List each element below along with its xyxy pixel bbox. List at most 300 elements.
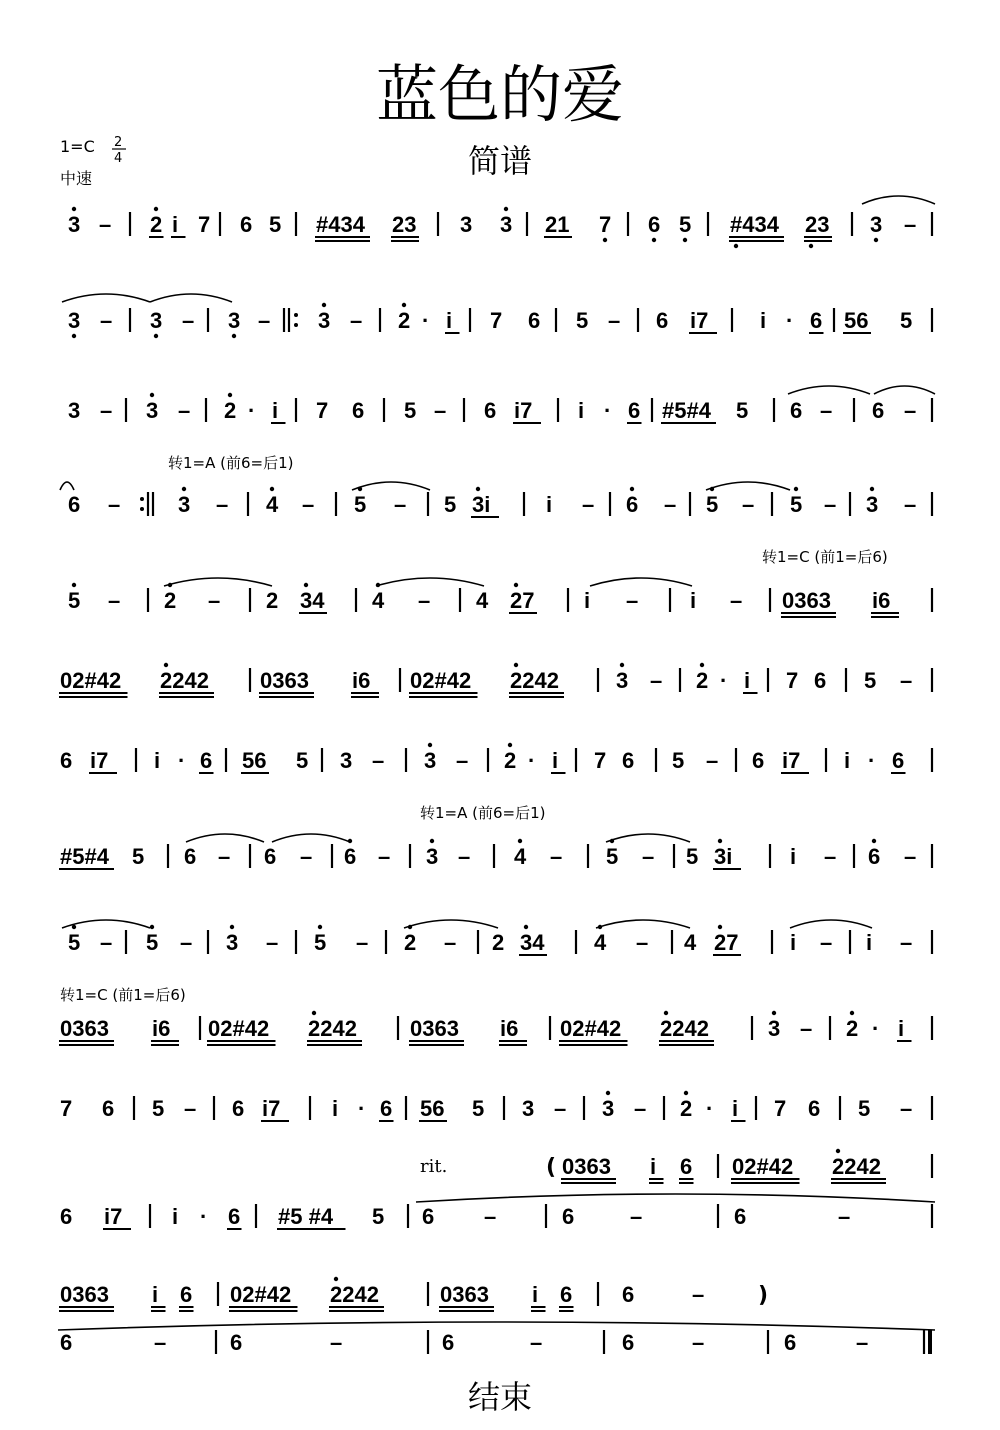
note: 6 bbox=[562, 1204, 575, 1229]
note: – bbox=[824, 492, 837, 517]
note: 5 bbox=[686, 844, 699, 869]
note: 5 bbox=[444, 492, 457, 517]
octave-dot-above bbox=[518, 839, 522, 843]
note: 34 bbox=[520, 930, 545, 955]
note: 2242 bbox=[832, 1154, 881, 1179]
octave-dot-above bbox=[318, 925, 322, 929]
note: 6 bbox=[200, 748, 213, 773]
note: 0363 bbox=[410, 1016, 459, 1041]
note: – bbox=[216, 492, 229, 517]
note: 7 bbox=[774, 1096, 787, 1121]
note: i6 bbox=[152, 1016, 171, 1041]
note: 6 bbox=[528, 308, 541, 333]
note: 3 bbox=[68, 212, 81, 237]
octave-dot-below bbox=[72, 334, 76, 338]
note: – bbox=[418, 588, 431, 613]
score-row-8 bbox=[59, 834, 932, 869]
note: – bbox=[550, 844, 563, 869]
octave-dot-above bbox=[402, 303, 406, 307]
octave-dot-below bbox=[874, 238, 878, 242]
page-subtitle: 简谱 bbox=[467, 142, 533, 180]
note: 6 bbox=[656, 308, 669, 333]
note: 27 bbox=[714, 930, 739, 955]
note: 3 bbox=[500, 212, 513, 237]
note: 3 bbox=[426, 844, 439, 869]
note: 6 bbox=[622, 1282, 635, 1307]
note: 6 bbox=[648, 212, 661, 237]
note: – bbox=[824, 844, 837, 869]
note: 56 bbox=[242, 748, 267, 773]
note: 6 bbox=[422, 1204, 435, 1229]
note: 3 bbox=[68, 398, 81, 423]
note: 02#42 bbox=[208, 1016, 270, 1041]
octave-dot-above bbox=[504, 207, 508, 211]
note: i bbox=[844, 748, 851, 773]
note: i bbox=[690, 588, 697, 613]
note: i bbox=[744, 668, 751, 693]
note: 5 bbox=[296, 748, 309, 773]
note: 02#42 bbox=[560, 1016, 622, 1041]
note: – bbox=[100, 308, 113, 333]
note: 6 bbox=[872, 398, 885, 423]
note: 6 bbox=[560, 1282, 573, 1307]
repeat-dot bbox=[140, 507, 144, 511]
octave-dot-above bbox=[514, 663, 518, 667]
note: i bbox=[760, 308, 767, 333]
note: 3i bbox=[472, 492, 491, 517]
paren-open: ( bbox=[546, 1155, 557, 1180]
note: 2 bbox=[404, 930, 417, 955]
note: i bbox=[790, 844, 797, 869]
note: #434 bbox=[730, 212, 779, 237]
note: · bbox=[868, 748, 876, 773]
note: 56 bbox=[420, 1096, 445, 1121]
note: – bbox=[434, 398, 447, 423]
note: 7 bbox=[594, 748, 607, 773]
note: i7 bbox=[90, 748, 109, 773]
note: 6 bbox=[734, 1204, 747, 1229]
score-row-15 bbox=[58, 1322, 935, 1355]
note: – bbox=[300, 844, 313, 869]
note: – bbox=[530, 1330, 543, 1355]
note: 4 bbox=[684, 930, 697, 955]
end-label: 结束 bbox=[467, 1378, 533, 1416]
note: 4 bbox=[514, 844, 527, 869]
note: – bbox=[218, 844, 231, 869]
note: – bbox=[178, 398, 191, 423]
score-row-2 bbox=[62, 294, 932, 338]
note: 6 bbox=[622, 1330, 635, 1355]
octave-dot-above bbox=[508, 743, 512, 747]
note: – bbox=[180, 930, 193, 955]
note: – bbox=[820, 930, 833, 955]
tie-slur bbox=[58, 1322, 935, 1330]
tie-slur bbox=[60, 482, 74, 490]
tie-slur bbox=[788, 386, 870, 394]
tie-slur bbox=[150, 294, 232, 302]
octave-dot-above bbox=[772, 1011, 776, 1015]
note: i7 bbox=[690, 308, 709, 333]
note: 4 bbox=[476, 588, 489, 613]
octave-dot-above bbox=[312, 1011, 316, 1015]
note: #5#4 bbox=[60, 844, 109, 869]
note: 3 bbox=[870, 212, 883, 237]
note: 34 bbox=[300, 588, 325, 613]
octave-dot-below bbox=[603, 238, 607, 242]
note: 3 bbox=[340, 748, 353, 773]
octave-dot-above bbox=[164, 663, 168, 667]
note: · bbox=[248, 398, 256, 423]
note: i bbox=[732, 1096, 739, 1121]
repeat-dot bbox=[294, 323, 298, 327]
score-row-14 bbox=[59, 1277, 704, 1311]
note: – bbox=[208, 588, 221, 613]
octave-dot-above bbox=[322, 303, 326, 307]
note: – bbox=[642, 844, 655, 869]
note: i bbox=[154, 748, 161, 773]
note: 3 bbox=[178, 492, 191, 517]
octave-dot-above bbox=[836, 1149, 840, 1153]
note: – bbox=[630, 1204, 643, 1229]
note: 0363 bbox=[440, 1282, 489, 1307]
note: – bbox=[800, 1016, 813, 1041]
time-signature-bottom: 4 bbox=[114, 151, 123, 166]
tie-slur bbox=[186, 834, 264, 842]
note: 5 bbox=[706, 492, 719, 517]
note: 3 bbox=[226, 930, 239, 955]
repeat-dot bbox=[140, 497, 144, 501]
note: 3 bbox=[318, 308, 331, 333]
score-row-3 bbox=[68, 386, 935, 423]
note: 2 bbox=[696, 668, 709, 693]
note: – bbox=[904, 212, 917, 237]
note: 3 bbox=[866, 492, 879, 517]
note: – bbox=[100, 398, 113, 423]
note: 3 bbox=[68, 308, 81, 333]
note: 6 bbox=[352, 398, 365, 423]
note: #434 bbox=[316, 212, 365, 237]
octave-dot-above bbox=[154, 207, 158, 211]
note: – bbox=[742, 492, 755, 517]
note: i bbox=[790, 930, 797, 955]
note: · bbox=[178, 748, 186, 773]
note: 7 bbox=[786, 668, 799, 693]
note: – bbox=[108, 492, 121, 517]
note: 3 bbox=[228, 308, 241, 333]
note: 0363 bbox=[60, 1282, 109, 1307]
note: 5 bbox=[679, 212, 692, 237]
note: 7 bbox=[490, 308, 503, 333]
note: – bbox=[394, 492, 407, 517]
note: 6 bbox=[892, 748, 905, 773]
note: 5 bbox=[404, 398, 417, 423]
score-row-10 bbox=[59, 1011, 932, 1045]
note: i bbox=[898, 1016, 905, 1041]
note: 6 bbox=[380, 1096, 393, 1121]
note: 3 bbox=[150, 308, 163, 333]
repeat-dot bbox=[294, 313, 298, 317]
note: – bbox=[184, 1096, 197, 1121]
note: 5 bbox=[132, 844, 145, 869]
note: – bbox=[636, 930, 649, 955]
note: 56 bbox=[844, 308, 869, 333]
octave-dot-above bbox=[476, 487, 480, 491]
score-row-6 bbox=[59, 663, 932, 697]
octave-dot-above bbox=[872, 839, 876, 843]
octave-dot-above bbox=[850, 1011, 854, 1015]
note: 2242 bbox=[510, 668, 559, 693]
note: 2 bbox=[164, 588, 177, 613]
note: 2242 bbox=[160, 668, 209, 693]
octave-dot-above bbox=[684, 1091, 688, 1095]
note: 6 bbox=[264, 844, 277, 869]
note: 6 bbox=[68, 492, 81, 517]
note: 0363 bbox=[260, 668, 309, 693]
modulation-1: 转1=A (前6=后1) bbox=[168, 454, 294, 472]
tie-slur bbox=[862, 196, 935, 204]
note: 6 bbox=[808, 1096, 821, 1121]
note: 2 bbox=[150, 212, 163, 237]
note: 3 bbox=[460, 212, 473, 237]
note: 6 bbox=[628, 398, 641, 423]
note: – bbox=[108, 588, 121, 613]
octave-dot-below bbox=[154, 334, 158, 338]
octave-dot-above bbox=[230, 925, 234, 929]
note: 5 bbox=[864, 668, 877, 693]
note: · bbox=[528, 748, 536, 773]
note: 5 bbox=[858, 1096, 871, 1121]
note: 2 bbox=[266, 588, 279, 613]
note: 21 bbox=[545, 212, 570, 237]
note: 4 bbox=[266, 492, 279, 517]
octave-dot-above bbox=[718, 839, 722, 843]
note: – bbox=[904, 844, 917, 869]
tie-slur bbox=[606, 834, 690, 842]
note: – bbox=[626, 588, 639, 613]
note: 0363 bbox=[562, 1154, 611, 1179]
note: · bbox=[872, 1016, 880, 1041]
note: – bbox=[444, 930, 457, 955]
note: 2 bbox=[680, 1096, 693, 1121]
note: i bbox=[172, 1204, 179, 1229]
note: i bbox=[546, 492, 553, 517]
note: 5 bbox=[269, 212, 282, 237]
note: 2242 bbox=[660, 1016, 709, 1041]
note: – bbox=[820, 398, 833, 423]
note: i bbox=[272, 398, 279, 423]
tie-slur bbox=[596, 920, 690, 928]
note: 6 bbox=[344, 844, 357, 869]
tie-slur bbox=[416, 1194, 935, 1202]
note: #5 #4 bbox=[278, 1204, 334, 1229]
note: – bbox=[154, 1330, 167, 1355]
octave-dot-above bbox=[304, 583, 308, 587]
note: 5 bbox=[606, 844, 619, 869]
note: – bbox=[904, 492, 917, 517]
note: – bbox=[378, 844, 391, 869]
note: – bbox=[458, 844, 471, 869]
tie-slur bbox=[62, 294, 150, 302]
note: 3 bbox=[616, 668, 629, 693]
note: – bbox=[258, 308, 271, 333]
note: 3i bbox=[714, 844, 733, 869]
note: · bbox=[720, 668, 728, 693]
note: – bbox=[692, 1330, 705, 1355]
note: 6 bbox=[790, 398, 803, 423]
octave-dot-below bbox=[652, 238, 656, 242]
note: i bbox=[446, 308, 453, 333]
octave-dot-above bbox=[150, 393, 154, 397]
note: 6 bbox=[180, 1282, 193, 1307]
note: · bbox=[786, 308, 794, 333]
octave-dot-above bbox=[72, 583, 76, 587]
note: – bbox=[856, 1330, 869, 1355]
tie-slur bbox=[272, 834, 350, 842]
note: – bbox=[900, 668, 913, 693]
note: 2 bbox=[504, 748, 517, 773]
note: 23 bbox=[392, 212, 417, 237]
note: 6 bbox=[228, 1204, 241, 1229]
note: 6 bbox=[102, 1096, 115, 1121]
modulation-3: 转1=A (前6=后1) bbox=[420, 804, 546, 822]
note: – bbox=[350, 308, 363, 333]
note: 7 bbox=[316, 398, 329, 423]
note: #5#4 bbox=[662, 398, 711, 423]
score-row-7 bbox=[60, 743, 932, 773]
note: i7 bbox=[514, 398, 533, 423]
octave-dot-above bbox=[794, 487, 798, 491]
tie-slur bbox=[790, 920, 872, 928]
note: i bbox=[172, 212, 179, 237]
note: – bbox=[456, 748, 469, 773]
note: i6 bbox=[500, 1016, 519, 1041]
note: 6 bbox=[810, 308, 823, 333]
note: · bbox=[358, 1096, 366, 1121]
note: 6 bbox=[814, 668, 827, 693]
note: 6 bbox=[868, 844, 881, 869]
octave-dot-above bbox=[524, 925, 528, 929]
note: i7 bbox=[262, 1096, 281, 1121]
note: 6 bbox=[60, 1204, 73, 1229]
note: 5 bbox=[146, 930, 159, 955]
note: – bbox=[554, 1096, 567, 1121]
modulation-2: 转1=C (前1=后6) bbox=[762, 548, 888, 566]
note: – bbox=[664, 492, 677, 517]
note: 02#42 bbox=[732, 1154, 794, 1179]
note: 02#42 bbox=[410, 668, 472, 693]
octave-dot-above bbox=[630, 487, 634, 491]
note: – bbox=[302, 492, 315, 517]
note: 6 bbox=[232, 1096, 245, 1121]
note: i bbox=[866, 930, 873, 955]
time-signature-top: 2 bbox=[114, 135, 123, 150]
note: 3 bbox=[146, 398, 159, 423]
note: 7 bbox=[60, 1096, 73, 1121]
note: – bbox=[330, 1330, 343, 1355]
note: i bbox=[152, 1282, 159, 1307]
score-row-5 bbox=[68, 578, 932, 617]
note: – bbox=[608, 308, 621, 333]
note: 02#42 bbox=[230, 1282, 292, 1307]
note: 5 bbox=[152, 1096, 165, 1121]
note: – bbox=[904, 398, 917, 423]
note: 5 bbox=[372, 1204, 385, 1229]
octave-dot-above bbox=[182, 487, 186, 491]
note: – bbox=[650, 668, 663, 693]
octave-dot-above bbox=[228, 393, 232, 397]
score-row-1 bbox=[68, 196, 935, 248]
score-row-12 bbox=[561, 1149, 932, 1183]
octave-dot-above bbox=[718, 925, 722, 929]
score-row-11 bbox=[60, 1091, 932, 1121]
note: i bbox=[578, 398, 585, 423]
tie-slur bbox=[164, 578, 272, 586]
octave-dot-below bbox=[809, 244, 813, 248]
note: · bbox=[422, 308, 430, 333]
note: 6 bbox=[230, 1330, 243, 1355]
note: 2 bbox=[492, 930, 505, 955]
octave-dot-above bbox=[72, 207, 76, 211]
note: 2242 bbox=[308, 1016, 357, 1041]
note: – bbox=[900, 930, 913, 955]
note: 5 bbox=[314, 930, 327, 955]
note: – bbox=[372, 748, 385, 773]
note: – bbox=[99, 212, 112, 237]
note: i bbox=[584, 588, 591, 613]
note: 2242 bbox=[330, 1282, 379, 1307]
octave-dot-below bbox=[734, 244, 738, 248]
tie-slur bbox=[874, 386, 935, 394]
note: 6 bbox=[626, 492, 639, 517]
tempo-marking: 中速 bbox=[60, 169, 93, 188]
note: 0363 bbox=[60, 1016, 109, 1041]
note: 6 bbox=[60, 748, 73, 773]
note: i bbox=[532, 1282, 539, 1307]
note: 5 bbox=[672, 748, 685, 773]
note: 0363 bbox=[782, 588, 831, 613]
note: 5 bbox=[354, 492, 367, 517]
note: – bbox=[692, 1282, 705, 1307]
octave-dot-above bbox=[270, 487, 274, 491]
octave-dot-above bbox=[334, 1277, 338, 1281]
note: 2 bbox=[846, 1016, 859, 1041]
note: – bbox=[484, 1204, 497, 1229]
note: 5 bbox=[68, 930, 81, 955]
score-row-13 bbox=[60, 1194, 935, 1229]
key-signature: 1=C bbox=[60, 137, 95, 156]
note: i7 bbox=[782, 748, 801, 773]
note: · bbox=[200, 1204, 208, 1229]
note: 5 bbox=[472, 1096, 485, 1121]
note: 4 bbox=[372, 588, 385, 613]
tie-slur bbox=[706, 482, 790, 490]
note: 2 bbox=[398, 308, 411, 333]
note: i6 bbox=[352, 668, 371, 693]
note: 6 bbox=[752, 748, 765, 773]
tie-slur bbox=[376, 578, 484, 586]
note: – bbox=[582, 492, 595, 517]
octave-dot-above bbox=[870, 487, 874, 491]
note: 6 bbox=[240, 212, 253, 237]
note: i6 bbox=[872, 588, 891, 613]
note: 3 bbox=[522, 1096, 535, 1121]
octave-dot-above bbox=[664, 1011, 668, 1015]
octave-dot-above bbox=[150, 925, 154, 929]
note: – bbox=[706, 748, 719, 773]
note: – bbox=[182, 308, 195, 333]
note: · bbox=[706, 1096, 714, 1121]
note: 6 bbox=[784, 1330, 797, 1355]
